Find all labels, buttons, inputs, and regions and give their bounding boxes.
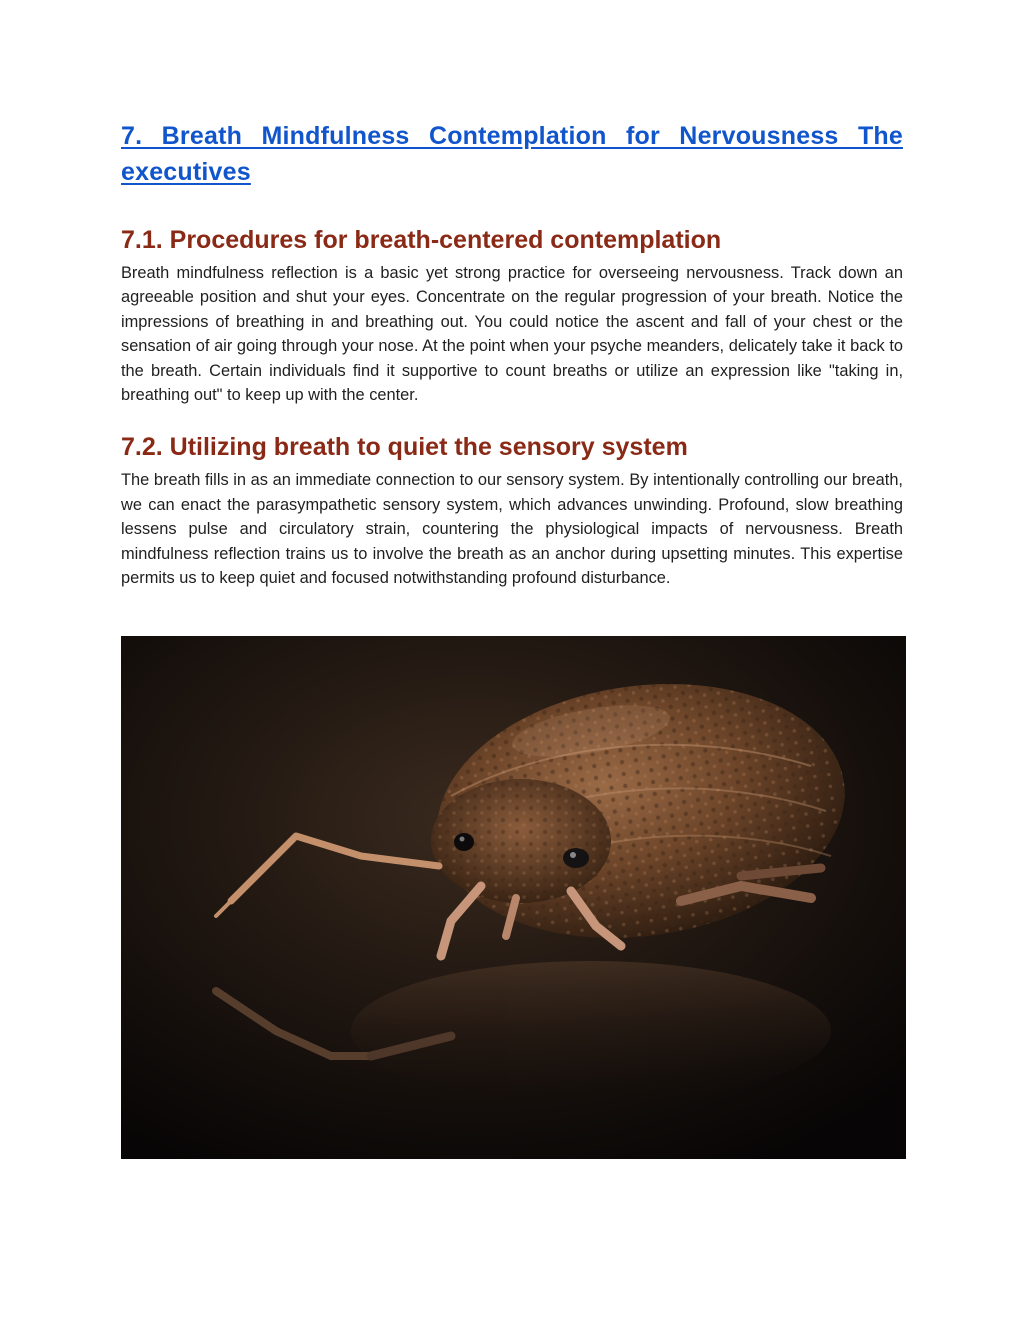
section-heading-7-1: 7.1. Procedures for breath-centered contemplation [121, 226, 722, 254]
document-content [121, 118, 903, 590]
document-title-link[interactable]: 7. Breath Mindfulness Contemplation for Nervousness The executives [121, 122, 903, 186]
section-body-7-1: Breath mindfulness reflection is a basic yet strong practice for overseeing nervousness. Track down an agreeable position and shut your eyes. Concentrate on the regular progression of your breath. Notice the impressions of breathing in and breathing out. You could notice the ascent and fall of your chest or the sensation of air going through your nose. At the point when your psyche meanders, delicately take it back to the breath. Certain individuals find it supportive to count breaths or utilize an expression like "taking in, breathing out" to keep up with the center. [121, 264, 903, 405]
document-title [121, 118, 903, 190]
bed-bug-photo [121, 636, 906, 1159]
section-body-7-2: The breath fills in as an immediate connection to our sensory system. By intentionally controlling our breath, we can enact the parasympathetic sensory system, which advances unwinding. Profound, slow breathing lessens pulse and circulatory strain, countering the physiological impacts of nervousness. Breath mindfulness reflection trains us to involve the breath as an anchor during upsetting minutes. This expertise permits us to keep quiet and focused notwithstanding profound disturbance. [121, 471, 903, 588]
section-heading-7-2: 7.2. Utilizing breath to quiet the sensory system [121, 433, 688, 462]
